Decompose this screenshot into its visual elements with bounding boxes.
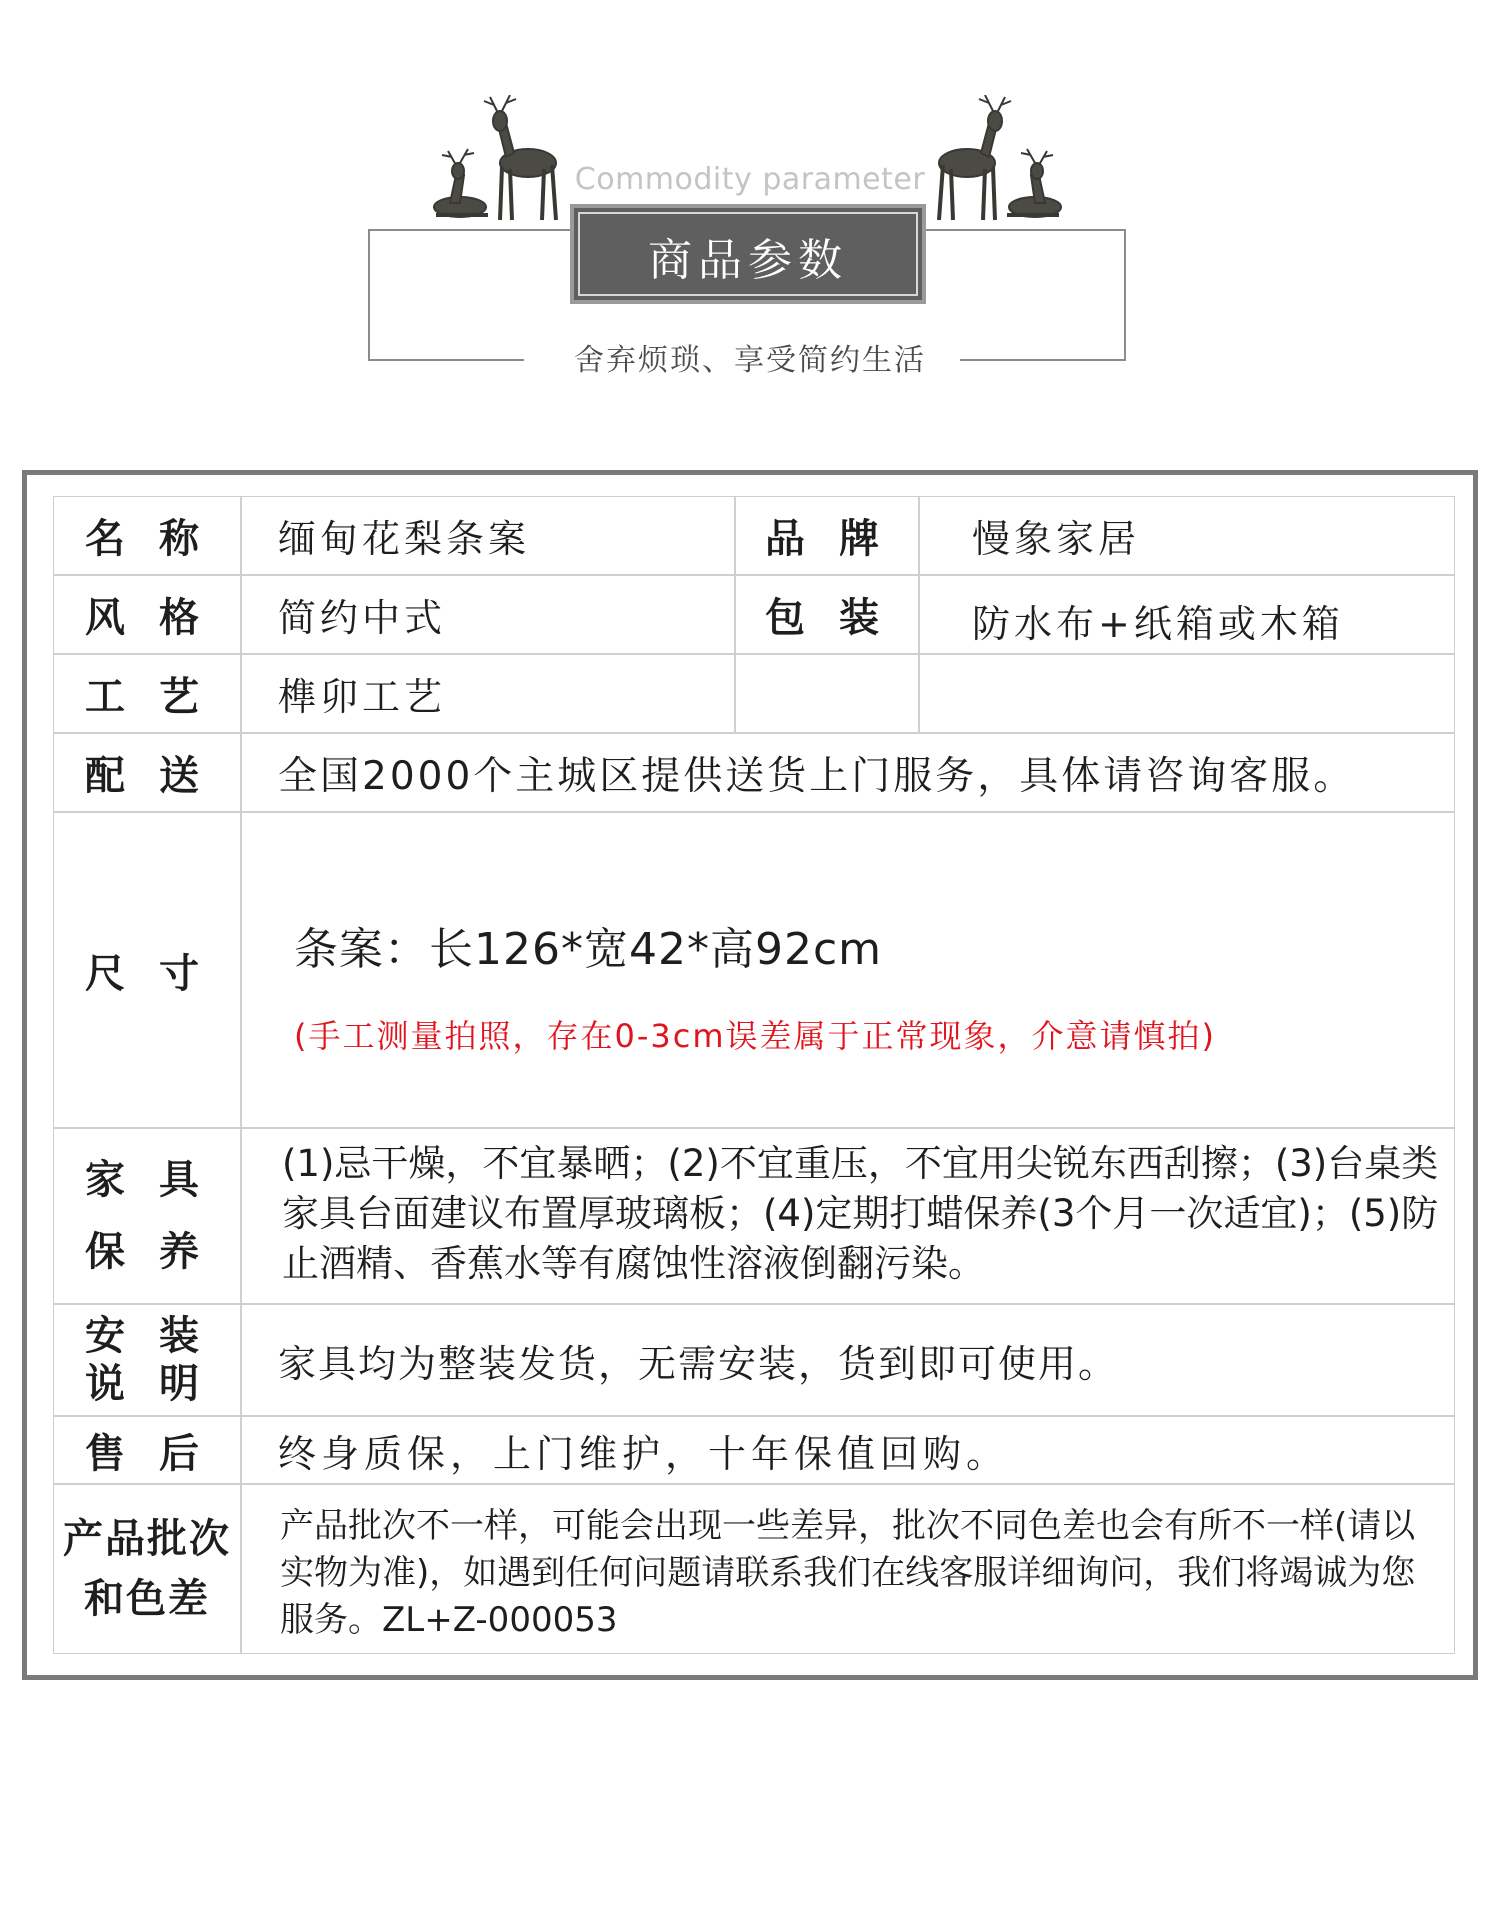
name-value: 缅甸花梨条案 (241, 496, 735, 575)
care-label-line-2: 保 养 (85, 1229, 209, 1275)
brand-value: 慢象家居 (919, 496, 1455, 575)
aftersale-value: 终身质保，上门维护，十年保值回购。 (241, 1416, 1455, 1484)
batch-label (53, 1484, 241, 1654)
delivery-value: 全国2000个主城区提供送货上门服务，具体请咨询客服。 (241, 733, 1455, 812)
install-label (53, 1304, 241, 1416)
install-value: 家具均为整装发货，无需安装，货到即可使用。 (241, 1304, 1455, 1416)
care-value: (1)忌干燥，不宜暴晒；(2)不宜重压，不宜用尖锐东西刮擦；(3)台桌类家具台面建议布置厚玻璃板；(4)定期打蜡保养(3个月一次适宜)；(5)防止酒精、香蕉水等有腐蚀性溶液倒翻污染。 (241, 1128, 1455, 1304)
care-label-line-1: 家 具 (85, 1157, 209, 1203)
style-value: 简约中式 (241, 575, 735, 654)
packaging-value: 防水布+纸箱或木箱 (919, 575, 1455, 654)
size-label: 尺 寸 (53, 812, 241, 1128)
craft-value: 榫卯工艺 (241, 654, 735, 733)
page-title: 商品参数 (648, 235, 848, 286)
header-slogan: 舍弃烦琐、享受简约生活 (574, 343, 926, 378)
install-label-line-1: 安 装 (85, 1313, 209, 1359)
craft-label: 工 艺 (53, 654, 241, 733)
empty-cell (735, 654, 919, 733)
care-label (53, 1128, 241, 1304)
header-frame-line-right (918, 229, 1126, 231)
delivery-label: 配 送 (53, 733, 241, 812)
header-frame-line-left (368, 229, 576, 231)
packaging-label: 包 装 (735, 575, 919, 654)
aftersale-label: 售 后 (53, 1416, 241, 1484)
empty-cell (919, 654, 1455, 733)
size-value: 条案：长126*宽42*高92cm (294, 924, 883, 975)
batch-value: 产品批次不一样，可能会出现一些差异，批次不同色差也会有所不一样(请以实物为准)，如遇到任何问题请联系我们在线客服详细询问，我们将竭诚为您服务。ZL+Z-000053 (241, 1484, 1455, 1654)
name-label: 名 称 (53, 496, 241, 575)
style-label: 风 格 (53, 575, 241, 654)
batch-label-line-1: 产品批次 (63, 1516, 231, 1562)
brand-label: 品 牌 (735, 496, 919, 575)
deer-decoration-right (915, 95, 1075, 225)
install-label-line-2: 说 明 (85, 1361, 209, 1407)
size-note: (手工测量拍照，存在0-3cm误差属于正常现象，介意请慎拍) (294, 1017, 1217, 1055)
batch-label-line-2: 和色差 (84, 1576, 210, 1622)
deer-decoration-left (420, 95, 580, 225)
size-cell (241, 812, 1455, 1128)
header-subtitle-en: Commodity parameter (574, 162, 926, 197)
